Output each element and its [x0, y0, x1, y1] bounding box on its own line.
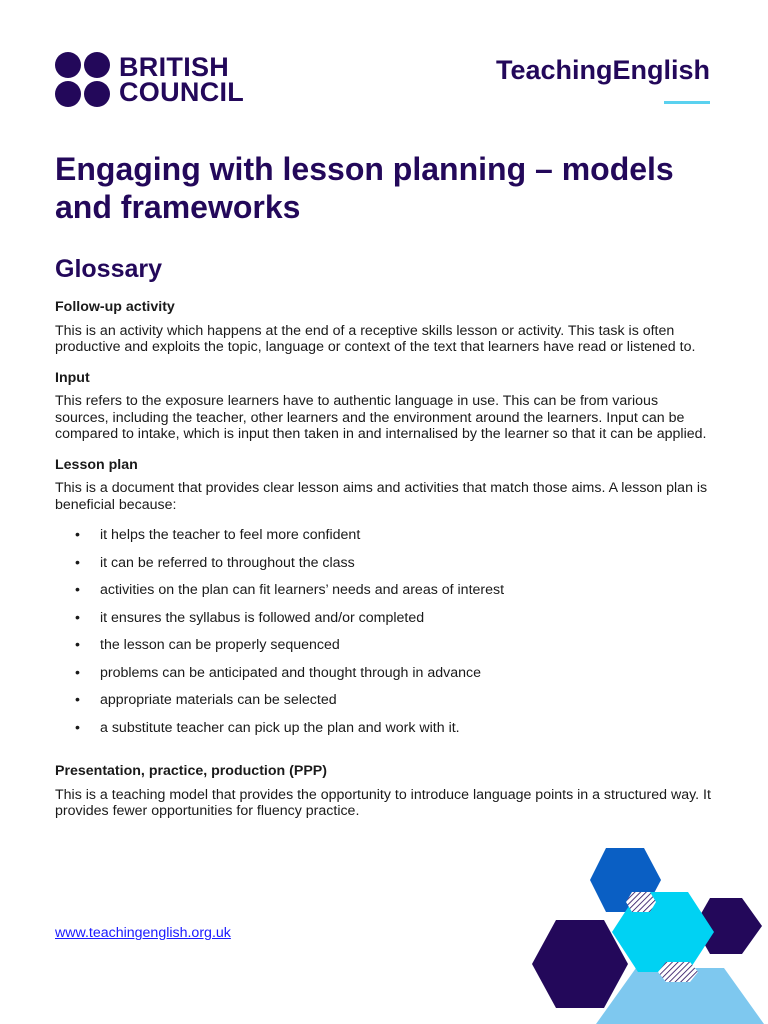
glossary-entry-lesson-plan [55, 457, 715, 748]
logo-wordmark [119, 51, 245, 107]
hexagon-hatched-shape [658, 962, 698, 982]
glossary-definition: This is a document that provides clear lesson aims and activities that match those aims. A lesson plan is beneficial because: [55, 480, 708, 513]
glossary-definition: This is an activity which happens at the end of a receptive skills lesson or activity. This task is often productive and exploits the topic, language or context of the text that learners have read or listened to. [55, 322, 696, 355]
brand-underline [664, 101, 710, 104]
teachingenglish-brand: TeachingEnglish [495, 55, 710, 85]
list-item: • the lesson can be properly sequenced [55, 637, 715, 665]
glossary-term: Lesson plan [55, 456, 138, 473]
logo-line-1: BRITISH [119, 51, 230, 82]
british-council-logo [55, 52, 244, 107]
glossary-term: Input [55, 369, 90, 386]
hexagon-decoration [528, 840, 768, 1024]
list-item: • it can be referred to throughout the class [55, 555, 715, 583]
list-item: • appropriate materials can be selected [55, 692, 715, 720]
list-item: • it ensures the syllabus is followed and/or completed [55, 610, 715, 638]
glossary-entry-input [55, 370, 715, 443]
page-title: Engaging with lesson planning – models and frameworks [55, 151, 674, 225]
glossary-entry-follow-up [55, 299, 715, 356]
list-item: • a substitute teacher can pick up the plan and work with it. [55, 720, 715, 748]
glossary-term: Follow-up activity [55, 299, 175, 315]
benefits-list [55, 527, 715, 747]
list-item: • activities on the plan can fit learners’ needs and areas of interest [55, 582, 715, 610]
list-item: • it helps the teacher to feel more confident [55, 527, 715, 555]
glossary-entry-ppp [55, 763, 715, 820]
hexagon-hatched-shape [626, 892, 656, 912]
logo-line-2: COUNCIL [119, 76, 245, 107]
glossary-definition: This refers to the exposure learners have to authentic language in use. This can be from various sources, including the teacher, other learners and the environment around the learners. Input can be compared to intake, which is input then taken in and internalised by the learner so that it can be applied. [55, 393, 707, 442]
section-heading: Glossary [55, 255, 163, 283]
website-link[interactable]: www.teachingenglish.org.uk [55, 925, 231, 941]
glossary-content [55, 299, 715, 834]
logo-dots-icon [55, 52, 110, 107]
glossary-definition: This is a teaching model that provides the opportunity to introduce language points in a structured way. It provides fewer opportunities for fluency practice. [55, 786, 711, 819]
list-item: • problems can be anticipated and thought through in advance [55, 665, 715, 693]
glossary-term: Presentation, practice, production (PPP) [55, 763, 327, 779]
